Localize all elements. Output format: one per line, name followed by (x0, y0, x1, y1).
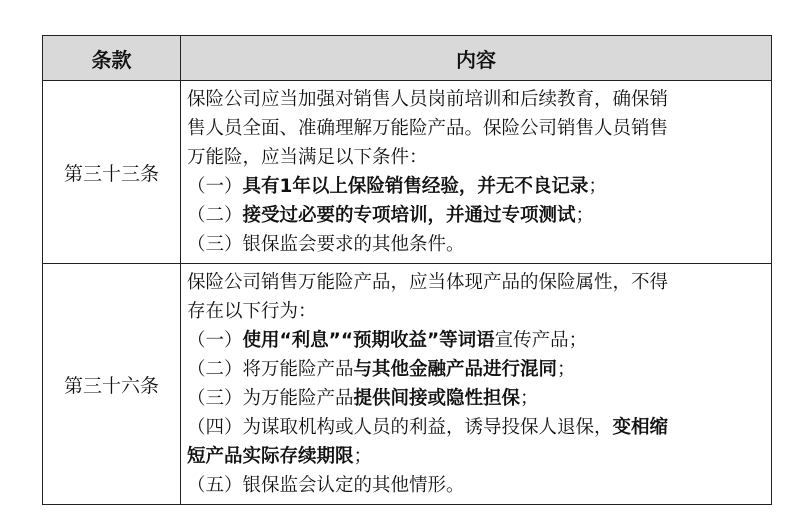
table-row (43, 264, 772, 505)
clause-table (42, 35, 772, 505)
text: ； (575, 205, 595, 226)
content-line (187, 201, 765, 230)
content-line (187, 143, 765, 172)
clause-content (181, 264, 772, 505)
text: ； (353, 446, 373, 467)
text: 存在以下行为： (187, 301, 317, 322)
text: （二）将万能险产品 (187, 359, 354, 380)
text: ； (557, 359, 576, 380)
content-line (187, 384, 765, 413)
content-line (187, 268, 765, 297)
text: 万能险，应当满足以下条件： (187, 147, 428, 168)
content-line (187, 413, 765, 442)
text: 售人员全面、准确理解万能险产品。保险公司销售人员销售 (187, 118, 669, 139)
content-line (187, 114, 765, 143)
text: （二） (187, 205, 243, 226)
bold-text: 变相缩 (612, 417, 669, 438)
content-line (187, 326, 765, 355)
content-line (187, 230, 765, 259)
content-line (187, 85, 765, 114)
text: （一） (187, 330, 243, 351)
text: ； (588, 176, 607, 197)
clause-name: 第三十三条 (43, 81, 181, 264)
clause-content (181, 81, 772, 264)
bold-text: 接受过必要的专项培训，并通过专项测试 (242, 205, 576, 226)
text: （五）银保监会认定的其他情形。 (187, 475, 465, 496)
bold-text: 使用“利息”“预期收益”等词语 (242, 330, 495, 351)
content-line (187, 355, 765, 384)
content-line (187, 471, 765, 500)
bold-text: 短产品实际存续期限 (187, 446, 354, 467)
text: （四）为谋取机构或人员的利益，诱导投保人退保， (187, 417, 613, 438)
content-line (187, 172, 765, 201)
header-content: 内容 (181, 36, 772, 81)
text: ； (520, 388, 539, 409)
bold-text: 具有1年以上保险销售经验，并无不良记录 (242, 176, 589, 197)
bold-text: 提供间接或隐性担保 (353, 388, 521, 409)
text: （一） (187, 176, 243, 197)
content-line (187, 442, 765, 471)
bold-text: 与其他金融产品进行混同 (353, 359, 558, 380)
text: （三）为万能险产品 (187, 388, 354, 409)
clause-name: 第三十六条 (43, 264, 181, 505)
text: 保险公司应当加强对销售人员岗前培训和后续教育，确保销 (187, 89, 669, 110)
content-line (187, 297, 765, 326)
text: （三）银保监会要求的其他条件。 (187, 234, 465, 255)
header-clause: 条款 (43, 36, 181, 81)
table-header-row (43, 36, 772, 81)
text: 宣传产品； (494, 330, 588, 351)
text: 保险公司销售万能险产品，应当体现产品的保险属性，不得 (187, 272, 669, 293)
table-row (43, 81, 772, 264)
